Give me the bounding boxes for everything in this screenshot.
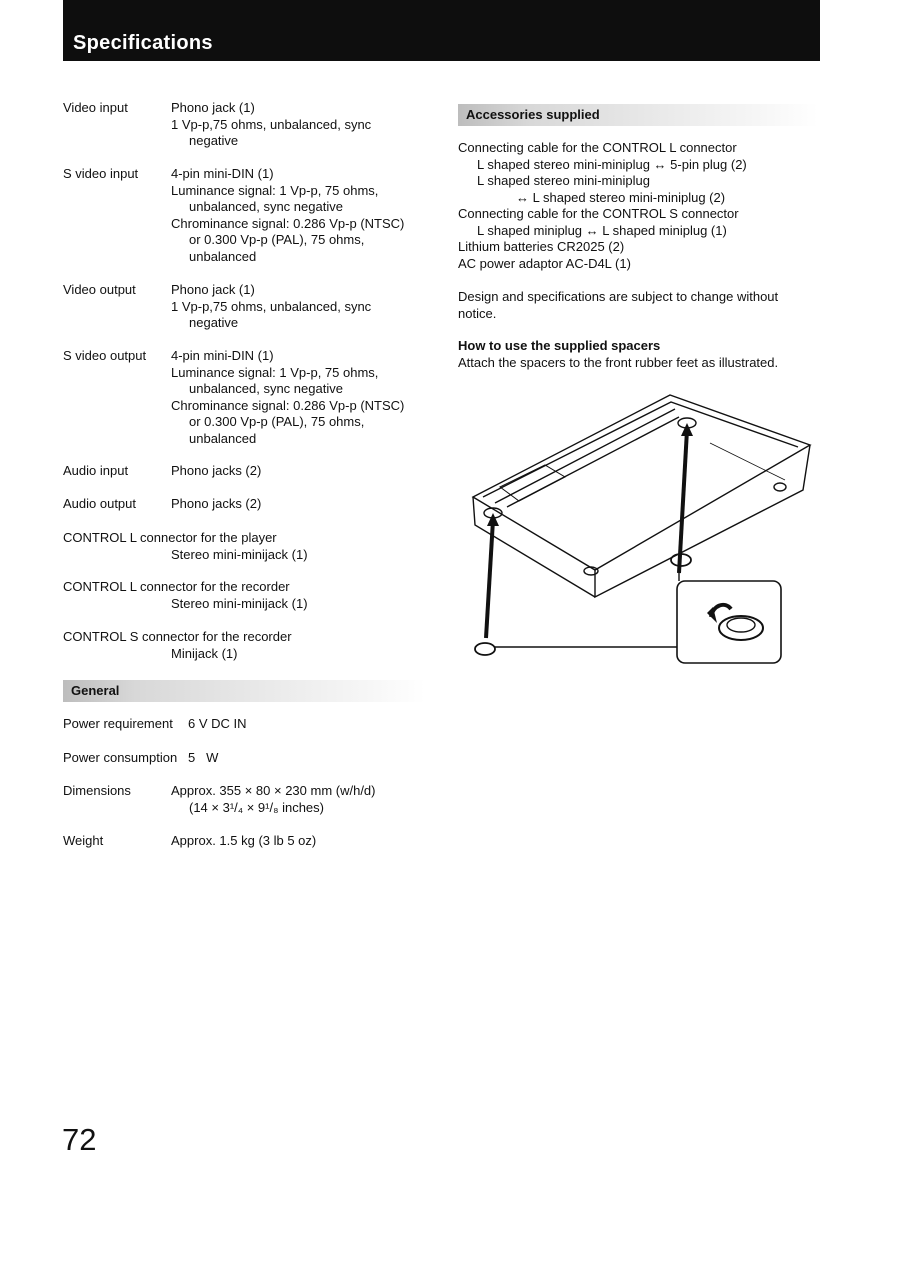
accessories-list xyxy=(458,140,818,272)
spec-s-video-output xyxy=(63,348,443,448)
spec-audio-input xyxy=(63,463,443,481)
spec-video-input xyxy=(63,100,443,150)
spec-values xyxy=(171,166,451,265)
spec-label: Video input xyxy=(63,100,128,115)
spacers-section xyxy=(458,338,818,371)
accessory-line: L shaped miniplug ↔ L shaped miniplug (1) xyxy=(477,222,727,238)
spec-value-line: or 0.300 Vp-p (PAL), 75 ohms, xyxy=(189,232,365,247)
spec-value-line: unbalanced, sync negative xyxy=(189,199,343,214)
spec-weight xyxy=(63,833,443,851)
spec-value-line: Phono jack (1) xyxy=(171,282,255,297)
spec-power-requirement xyxy=(63,716,463,734)
spec-value: 6 V DC IN xyxy=(188,716,247,731)
accessories-heading-band xyxy=(458,104,818,126)
spec-value: 5 W xyxy=(188,750,219,765)
device-outline xyxy=(473,395,810,597)
spec-audio-output xyxy=(63,496,443,514)
accessory-line: AC power adaptor AC-D4L (1) xyxy=(458,255,631,271)
notice-line: notice. xyxy=(458,305,497,321)
spec-value-line: Chrominance signal: 0.286 Vp-p (NTSC) xyxy=(171,397,405,413)
connector-control-l-player xyxy=(63,529,308,563)
notice-line: Design and specifications are subject to change without xyxy=(458,289,779,304)
spec-value-line: unbalanced xyxy=(189,430,257,446)
page-header-bar xyxy=(63,0,820,61)
spec-value-line: Phono jack (1) xyxy=(171,100,255,115)
spec-label: Audio output xyxy=(63,496,137,511)
spec-label: S video input xyxy=(63,166,139,181)
spec-label: Weight xyxy=(63,833,104,848)
page-title: Specifications xyxy=(73,32,213,54)
spec-value-line: negative xyxy=(189,315,239,330)
accessories-heading: Accessories supplied xyxy=(466,107,600,122)
spec-value-line: Chrominance signal: 0.286 Vp-p (NTSC) xyxy=(171,215,405,231)
spec-value-line: 4-pin mini-DIN (1) xyxy=(171,166,274,181)
spec-value-line: 1 Vp-p,75 ohms, unbalanced, sync xyxy=(171,298,372,314)
spec-label: S video output xyxy=(63,348,147,363)
accessory-line: L shaped stereo mini-miniplug ↔ 5-pin plug (2) xyxy=(477,156,747,172)
spec-value-line: Approx. 355 × 80 × 230 mm (w/h/d) xyxy=(171,783,376,798)
spec-value-line: or 0.300 Vp-p (PAL), 75 ohms, xyxy=(189,414,365,429)
spec-values xyxy=(171,348,451,447)
spec-s-video-input xyxy=(63,166,443,266)
accessory-line: ↔ L shaped stereo mini-miniplug (2) xyxy=(516,189,726,205)
connector-title: CONTROL L connector for the recorder xyxy=(63,579,290,594)
spec-values xyxy=(171,282,451,332)
spec-label: Power consumption xyxy=(63,750,178,765)
general-heading-band xyxy=(63,680,425,702)
accessory-line: Connecting cable for the CONTROL L connector xyxy=(458,140,737,155)
spacer-illustration xyxy=(455,385,820,670)
accessory-line: L shaped stereo mini-miniplug xyxy=(477,173,650,188)
spacers-heading: How to use the supplied spacers xyxy=(458,338,661,353)
spec-value-line: Luminance signal: 1 Vp-p, 75 ohms, xyxy=(171,364,379,380)
spacer-detail-callout xyxy=(495,567,781,663)
spacer-rings xyxy=(475,554,691,655)
spec-value-line: unbalanced xyxy=(189,248,257,264)
spec-value-line: (14 × 3¹/₄ × 9¹/₈ inches) xyxy=(189,799,324,815)
spec-value-line: Approx. 1.5 kg (3 lb 5 oz) xyxy=(171,833,317,848)
general-heading: General xyxy=(71,683,120,698)
spec-values xyxy=(171,100,451,150)
spec-value-line: negative xyxy=(189,133,239,148)
notice-text xyxy=(458,289,818,322)
page-number: 72 xyxy=(62,1122,97,1157)
connector-value: Minijack (1) xyxy=(171,646,238,661)
spec-label: Audio input xyxy=(63,463,129,478)
spec-label: Power requirement xyxy=(63,716,173,731)
spec-label: Video output xyxy=(63,282,136,297)
accessory-line: Connecting cable for the CONTROL S connector xyxy=(458,206,739,221)
accessory-line: Lithium batteries CR2025 (2) xyxy=(458,239,625,254)
spec-value-line: unbalanced, sync negative xyxy=(189,381,343,396)
spec-values xyxy=(171,833,451,850)
spec-label: Dimensions xyxy=(63,783,131,798)
spec-value-line: Phono jacks (2) xyxy=(171,463,262,478)
spacers-text: Attach the spacers to the front rubber feet as illustrated. xyxy=(458,354,779,370)
connector-value: Stereo mini-minijack (1) xyxy=(171,547,308,562)
connector-title: CONTROL L connector for the player xyxy=(63,530,277,545)
spec-value-line: Phono jacks (2) xyxy=(171,496,262,511)
spec-values xyxy=(171,463,451,480)
spec-value-line: 1 Vp-p,75 ohms, unbalanced, sync xyxy=(171,116,372,132)
connector-title: CONTROL S connector for the recorder xyxy=(63,629,292,644)
spec-power-consumption xyxy=(63,750,463,768)
spec-values xyxy=(171,783,451,816)
connector-value: Stereo mini-minijack (1) xyxy=(171,596,308,611)
connector-control-l-recorder xyxy=(63,578,308,612)
spec-value-line: Luminance signal: 1 Vp-p, 75 ohms, xyxy=(171,182,379,198)
spec-video-output xyxy=(63,282,443,332)
spec-values xyxy=(171,496,451,513)
spec-dimensions xyxy=(63,783,443,819)
spec-value-line: 4-pin mini-DIN (1) xyxy=(171,348,274,363)
connector-control-s-recorder xyxy=(63,628,292,662)
